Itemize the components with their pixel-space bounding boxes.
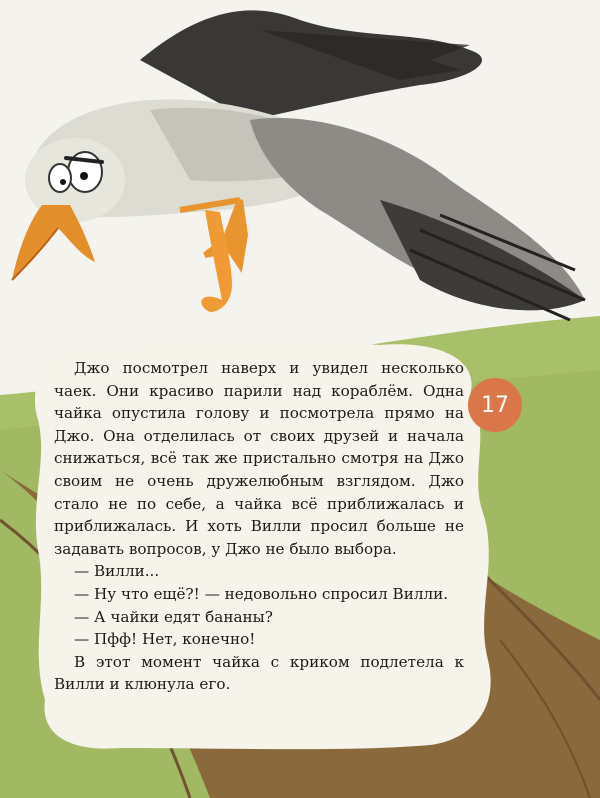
paragraph: — А чайки едят бананы? [74,607,273,626]
paragraph: Джо посмотрел наверх и увидел несколько чаек. Они красиво парили над кораблём. Одна чайка опустила голову и посмотрела прямо на Джо. Она отделилась от своих друзей и начала снижаться, всё так же пристально смотря на Джо своим не очень дружелюбным взглядом. Джо стало не по себе, а чайка всё приближалась и приближалась. И хоть Вилли просил больше не задавать вопросов, у Джо не было выбора. [54,359,464,558]
page-number-badge [468,378,522,432]
paragraph: — Ну что ещё?! — недовольно спросил Вилли. [74,584,449,603]
paragraph: — Вилли... [74,562,160,581]
paragraph: В этот момент чайка с криком подлетела к Вилли и клюнула его. [54,652,464,694]
paragraph: — Пфф! Нет, конечно! [74,630,256,649]
page-number: 17 [481,392,509,418]
story-text [54,357,464,696]
